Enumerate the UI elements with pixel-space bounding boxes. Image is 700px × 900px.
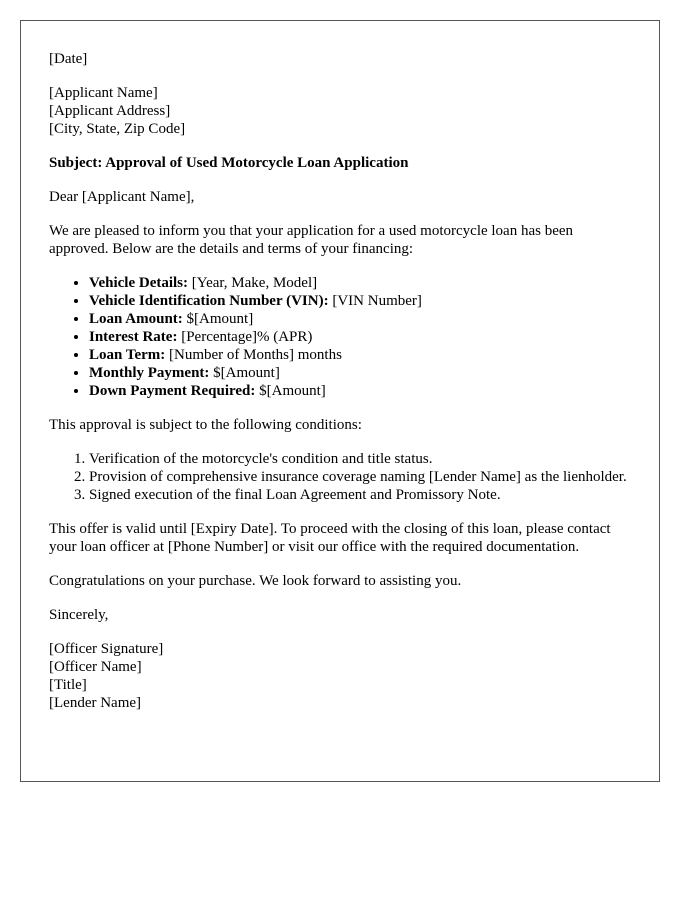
sign-off: Sincerely, (49, 607, 109, 623)
term-label: Interest Rate: (89, 329, 178, 345)
term-value: $[Amount] (255, 383, 326, 399)
letter-document (20, 20, 660, 782)
officer-title: [Title] (49, 677, 87, 693)
recipient-name: [Applicant Name] (49, 85, 158, 101)
closing-note: Congratulations on your purchase. We look forward to assisting you. (49, 573, 462, 589)
officer-signature: [Officer Signature] (49, 641, 164, 657)
condition-item: 3. Signed execution of the final Loan Agreement and Promissory Note. (89, 486, 631, 504)
term-value: [Percentage]% (APR) (177, 329, 313, 345)
term-value: [Number of Months] months (165, 347, 342, 363)
term-label: Loan Term: (89, 347, 166, 363)
recipient-city-line: [City, State, Zip Code] (49, 121, 186, 137)
term-value: $[Amount] (209, 365, 280, 381)
term-value: [VIN Number] (328, 293, 422, 309)
term-label: Vehicle Identification Number (VIN): (89, 293, 329, 309)
recipient-block (49, 84, 631, 138)
term-label: Down Payment Required: (89, 383, 256, 399)
conditions-intro: This approval is subject to the following conditions: (49, 417, 362, 433)
validity-paragraph: This offer is valid until [Expiry Date]. To proceed with the closing of this loan, please contact your loan officer at [Phone Number] or visit our office with the required documentation. (49, 521, 611, 555)
officer-name: [Officer Name] (49, 659, 142, 675)
condition-item: 1. Verification of the motorcycle's condition and title status. (89, 450, 631, 468)
term-item-monthly-payment (89, 364, 631, 382)
term-item-interest-rate (89, 328, 631, 346)
term-label: Monthly Payment: (89, 365, 210, 381)
signature-block (49, 640, 631, 712)
term-label: Vehicle Details: (89, 275, 189, 291)
term-item-loan-amount (89, 310, 631, 328)
term-item-down-payment (89, 382, 631, 400)
letter-subject: Subject: Approval of Used Motorcycle Loan Application (49, 155, 409, 171)
term-item-vehicle-details (89, 274, 631, 292)
intro-paragraph: We are pleased to inform you that your application for a used motorcycle loan has been approved. Below are the details and terms of your financing: (49, 223, 574, 257)
term-value: [Year, Make, Model] (188, 275, 318, 291)
term-item-vin (89, 292, 631, 310)
term-value: $[Amount] (182, 311, 254, 327)
letter-date: [Date] (49, 51, 88, 67)
salutation: Dear [Applicant Name], (49, 189, 195, 205)
conditions-list (49, 450, 631, 504)
lender-name: [Lender Name] (49, 695, 142, 711)
term-item-loan-term (89, 346, 631, 364)
term-label: Loan Amount: (89, 311, 183, 327)
loan-terms-list (49, 274, 631, 400)
recipient-address: [Applicant Address] (49, 103, 171, 119)
condition-item: 2. Provision of comprehensive insurance coverage naming [Lender Name] as the lienholder. (89, 468, 631, 486)
